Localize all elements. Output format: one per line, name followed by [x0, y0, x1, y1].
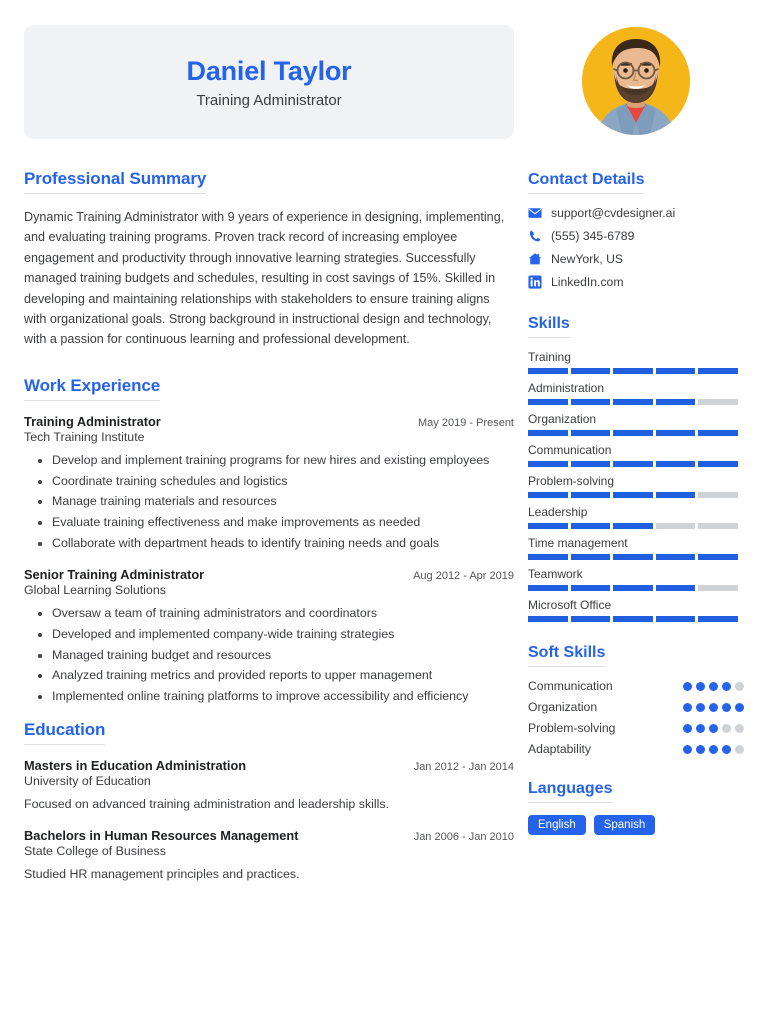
skill-item [528, 412, 744, 436]
skill-bar-segment [656, 461, 696, 467]
rating-dot [709, 703, 718, 712]
skill-level-bar [528, 616, 738, 622]
skill-bar-segment [656, 585, 696, 591]
education-entry-organization: State College of Business [24, 843, 166, 858]
section-heading-work: Work Experience [24, 376, 160, 401]
skill-level-bar [528, 368, 738, 374]
rating-dot [735, 703, 744, 712]
skill-bar-segment [528, 430, 568, 436]
skill-item [528, 505, 744, 529]
work-entry-bullets [24, 604, 514, 706]
work-entry-organization: Global Learning Solutions [24, 582, 166, 597]
contact-value: NewYork, US [551, 252, 624, 266]
soft-skill-row [528, 679, 744, 693]
soft-skill-rating-dots [683, 682, 744, 691]
skill-bar-segment [571, 492, 611, 498]
skill-level-bar [528, 492, 738, 498]
work-entry-header [24, 567, 514, 582]
work-entry-bullets [24, 451, 514, 553]
contact-value: (555) 345-6789 [551, 229, 635, 243]
summary-text: Dynamic Training Administrator with 9 years of experience in designing, implementing, and evaluating training programs. Proven track record of increasing employee engagement and productivity through innovative learning strategies. Successfully managed training budgets and schedules, resulting in cost savings of 15%. Skilled in developing and maintaining relationships with stakeholders to ensure training aligns with organizational goals. Strong background in instructional design and technology, with a passion for continuous learning and professional development. [24, 210, 505, 347]
work-entry-title: Training Administrator [24, 413, 161, 429]
skill-level-bar [528, 399, 738, 405]
skill-label: Organization [528, 412, 597, 426]
profile-photo-icon [582, 27, 690, 135]
rating-dot [735, 724, 744, 733]
skill-level-bar [528, 461, 738, 467]
skill-bar-segment [613, 430, 653, 436]
list-item: • Evaluate training effectiveness and make improvements as needed [52, 513, 514, 532]
rating-dot [683, 724, 692, 733]
skill-bar-segment [528, 616, 568, 622]
skill-bar-segment [571, 523, 611, 529]
skill-bar-segment [571, 461, 611, 467]
rating-dot [709, 682, 718, 691]
skill-bar-segment [656, 492, 696, 498]
list-item: • Manage training materials and resources [52, 492, 514, 511]
work-entry-organization: Tech Training Institute [24, 429, 145, 444]
name-header-card [24, 25, 514, 139]
soft-skill-label: Communication [528, 679, 613, 693]
work-entry-header [24, 414, 514, 429]
envelope-icon [528, 206, 542, 220]
skill-bar-segment [656, 616, 696, 622]
soft-skill-row [528, 700, 744, 714]
education-entry-description: Focused on advanced training administration and leadership skills. [24, 797, 390, 812]
professional-summary-section [24, 169, 514, 350]
rating-dot [735, 682, 744, 691]
language-badge: Spanish [594, 815, 656, 835]
skill-label: Administration [528, 381, 605, 395]
skill-bar-segment [613, 523, 653, 529]
skill-bar-segment [698, 616, 738, 622]
skill-bar-segment [656, 523, 696, 529]
work-entry-title: Senior Training Administrator [24, 566, 205, 582]
education-entry [24, 758, 514, 814]
skill-bar-segment [613, 554, 653, 560]
contact-row[interactable] [528, 229, 744, 243]
section-heading-contact: Contact Details [528, 171, 644, 194]
rating-dot [722, 724, 731, 733]
rating-dot [696, 745, 705, 754]
skill-bar-segment [571, 616, 611, 622]
work-experience-section [24, 376, 514, 706]
skill-label: Time management [528, 536, 628, 550]
skill-bar-segment [613, 492, 653, 498]
rating-dot [696, 682, 705, 691]
languages-list [528, 815, 744, 835]
skill-label: Communication [528, 443, 612, 457]
avatar [582, 27, 690, 135]
skill-level-bar [528, 523, 738, 529]
skill-bar-segment [571, 399, 611, 405]
rating-dot [722, 682, 731, 691]
skill-bar-segment [656, 554, 696, 560]
list-item: • Coordinate training schedules and logistics [52, 472, 514, 491]
section-heading-soft-skills: Soft Skills [528, 644, 605, 667]
skill-bar-segment [613, 461, 653, 467]
skill-bar-segment [528, 399, 568, 405]
skill-bar-segment [656, 399, 696, 405]
list-item: • Oversaw a team of training administrators and coordinators [52, 604, 514, 623]
education-entry-list [24, 758, 514, 883]
avatar-wrapper [528, 27, 744, 135]
rating-dot [722, 703, 731, 712]
education-section [24, 720, 514, 883]
phone-icon [528, 229, 542, 243]
resume-main-column [24, 25, 514, 1014]
list-item: • Implemented online training platforms to improve accessibility and efficiency [52, 687, 514, 706]
soft-skills-list [528, 679, 744, 756]
rating-dot [696, 724, 705, 733]
education-entry-organization: University of Education [24, 774, 151, 789]
skill-item [528, 381, 744, 405]
contact-row[interactable] [528, 275, 744, 289]
soft-skill-row [528, 721, 744, 735]
list-item: • Develop and implement training programs for new hires and existing employees [52, 451, 514, 470]
skill-item [528, 474, 744, 498]
skill-bar-segment [571, 368, 611, 374]
skill-bar-segment [698, 399, 738, 405]
skill-bar-segment [613, 585, 653, 591]
contact-value: LinkedIn.com [551, 275, 624, 289]
work-entry-date: May 2019 - Present [418, 416, 514, 429]
rating-dot [683, 745, 692, 754]
work-entry [24, 567, 514, 706]
soft-skill-rating-dots [683, 724, 744, 733]
skill-bar-segment [528, 523, 568, 529]
contact-row[interactable] [528, 252, 744, 266]
list-item: • Analyzed training metrics and provided reports to upper management [52, 666, 514, 685]
skill-bar-segment [698, 461, 738, 467]
skill-bar-segment [528, 368, 568, 374]
skill-item [528, 443, 744, 467]
rating-dot [722, 745, 731, 754]
skill-bar-segment [656, 430, 696, 436]
skill-level-bar [528, 430, 738, 436]
soft-skill-rating-dots [683, 745, 744, 754]
list-item: • Developed and implemented company-wide training strategies [52, 625, 514, 644]
skill-bar-segment [528, 554, 568, 560]
list-item: • Managed training budget and resources [52, 646, 514, 665]
skill-bar-segment [698, 368, 738, 374]
skill-level-bar [528, 554, 738, 560]
section-heading-education: Education [24, 720, 105, 745]
contact-list [528, 206, 744, 289]
skill-bar-segment [698, 585, 738, 591]
education-entry-header [24, 828, 514, 843]
rating-dot [696, 703, 705, 712]
education-entry-title: Masters in Education Administration [24, 758, 247, 774]
education-entry-description: Studied HR management principles and practices. [24, 866, 300, 881]
skill-label: Teamwork [528, 567, 583, 581]
languages-section [528, 780, 744, 835]
contact-details-section [528, 171, 744, 289]
home-icon [528, 252, 542, 266]
soft-skill-label: Adaptability [528, 742, 592, 756]
list-item: • Collaborate with department heads to identify training needs and goals [52, 534, 514, 553]
education-entry-date: Jan 2012 - Jan 2014 [413, 761, 514, 774]
skill-label: Problem-solving [528, 474, 615, 488]
skill-bar-segment [698, 492, 738, 498]
work-entry [24, 414, 514, 553]
skill-item [528, 350, 744, 374]
skill-item [528, 598, 744, 622]
education-entry-title: Bachelors in Human Resources Management [24, 827, 299, 843]
education-entry [24, 828, 514, 884]
skill-bar-segment [571, 554, 611, 560]
soft-skill-label: Problem-solving [528, 721, 616, 735]
skill-item [528, 567, 744, 591]
skill-bar-segment [656, 368, 696, 374]
linkedin-icon [528, 275, 542, 289]
skill-bar-segment [613, 616, 653, 622]
section-heading-skills: Skills [528, 315, 570, 338]
contact-value: support@cvdesigner.ai [551, 206, 676, 220]
skill-label: Leadership [528, 505, 588, 519]
skills-section [528, 315, 744, 622]
rating-dot [683, 703, 692, 712]
work-entry-list [24, 414, 514, 706]
skill-bar-segment [528, 492, 568, 498]
soft-skill-rating-dots [683, 703, 744, 712]
soft-skills-section [528, 644, 744, 756]
skills-list [528, 350, 744, 622]
language-badge: English [528, 815, 586, 835]
rating-dot [735, 745, 744, 754]
section-heading-summary: Professional Summary [24, 169, 206, 194]
skill-label: Training [528, 350, 571, 364]
skill-bar-segment [571, 585, 611, 591]
section-heading-languages: Languages [528, 780, 612, 803]
header-job-role: Training Administrator [196, 91, 342, 109]
rating-dot [709, 745, 718, 754]
rating-dot [709, 724, 718, 733]
soft-skill-label: Organization [528, 700, 598, 714]
skill-bar-segment [698, 430, 738, 436]
resume-sidebar [528, 25, 744, 1014]
contact-row[interactable] [528, 206, 744, 220]
skill-bar-segment [613, 399, 653, 405]
page-title: Daniel Taylor [186, 56, 352, 87]
skill-label: Microsoft Office [528, 598, 612, 612]
skill-bar-segment [698, 523, 738, 529]
work-entry-date: Aug 2012 - Apr 2019 [413, 569, 514, 582]
skill-bar-segment [571, 430, 611, 436]
skill-item [528, 536, 744, 560]
education-entry-header [24, 758, 514, 773]
skill-bar-segment [698, 554, 738, 560]
rating-dot [683, 682, 692, 691]
skill-bar-segment [528, 461, 568, 467]
skill-level-bar [528, 585, 738, 591]
skill-bar-segment [613, 368, 653, 374]
skill-bar-segment [528, 585, 568, 591]
soft-skill-row [528, 742, 744, 756]
education-entry-date: Jan 2006 - Jan 2010 [413, 830, 514, 843]
